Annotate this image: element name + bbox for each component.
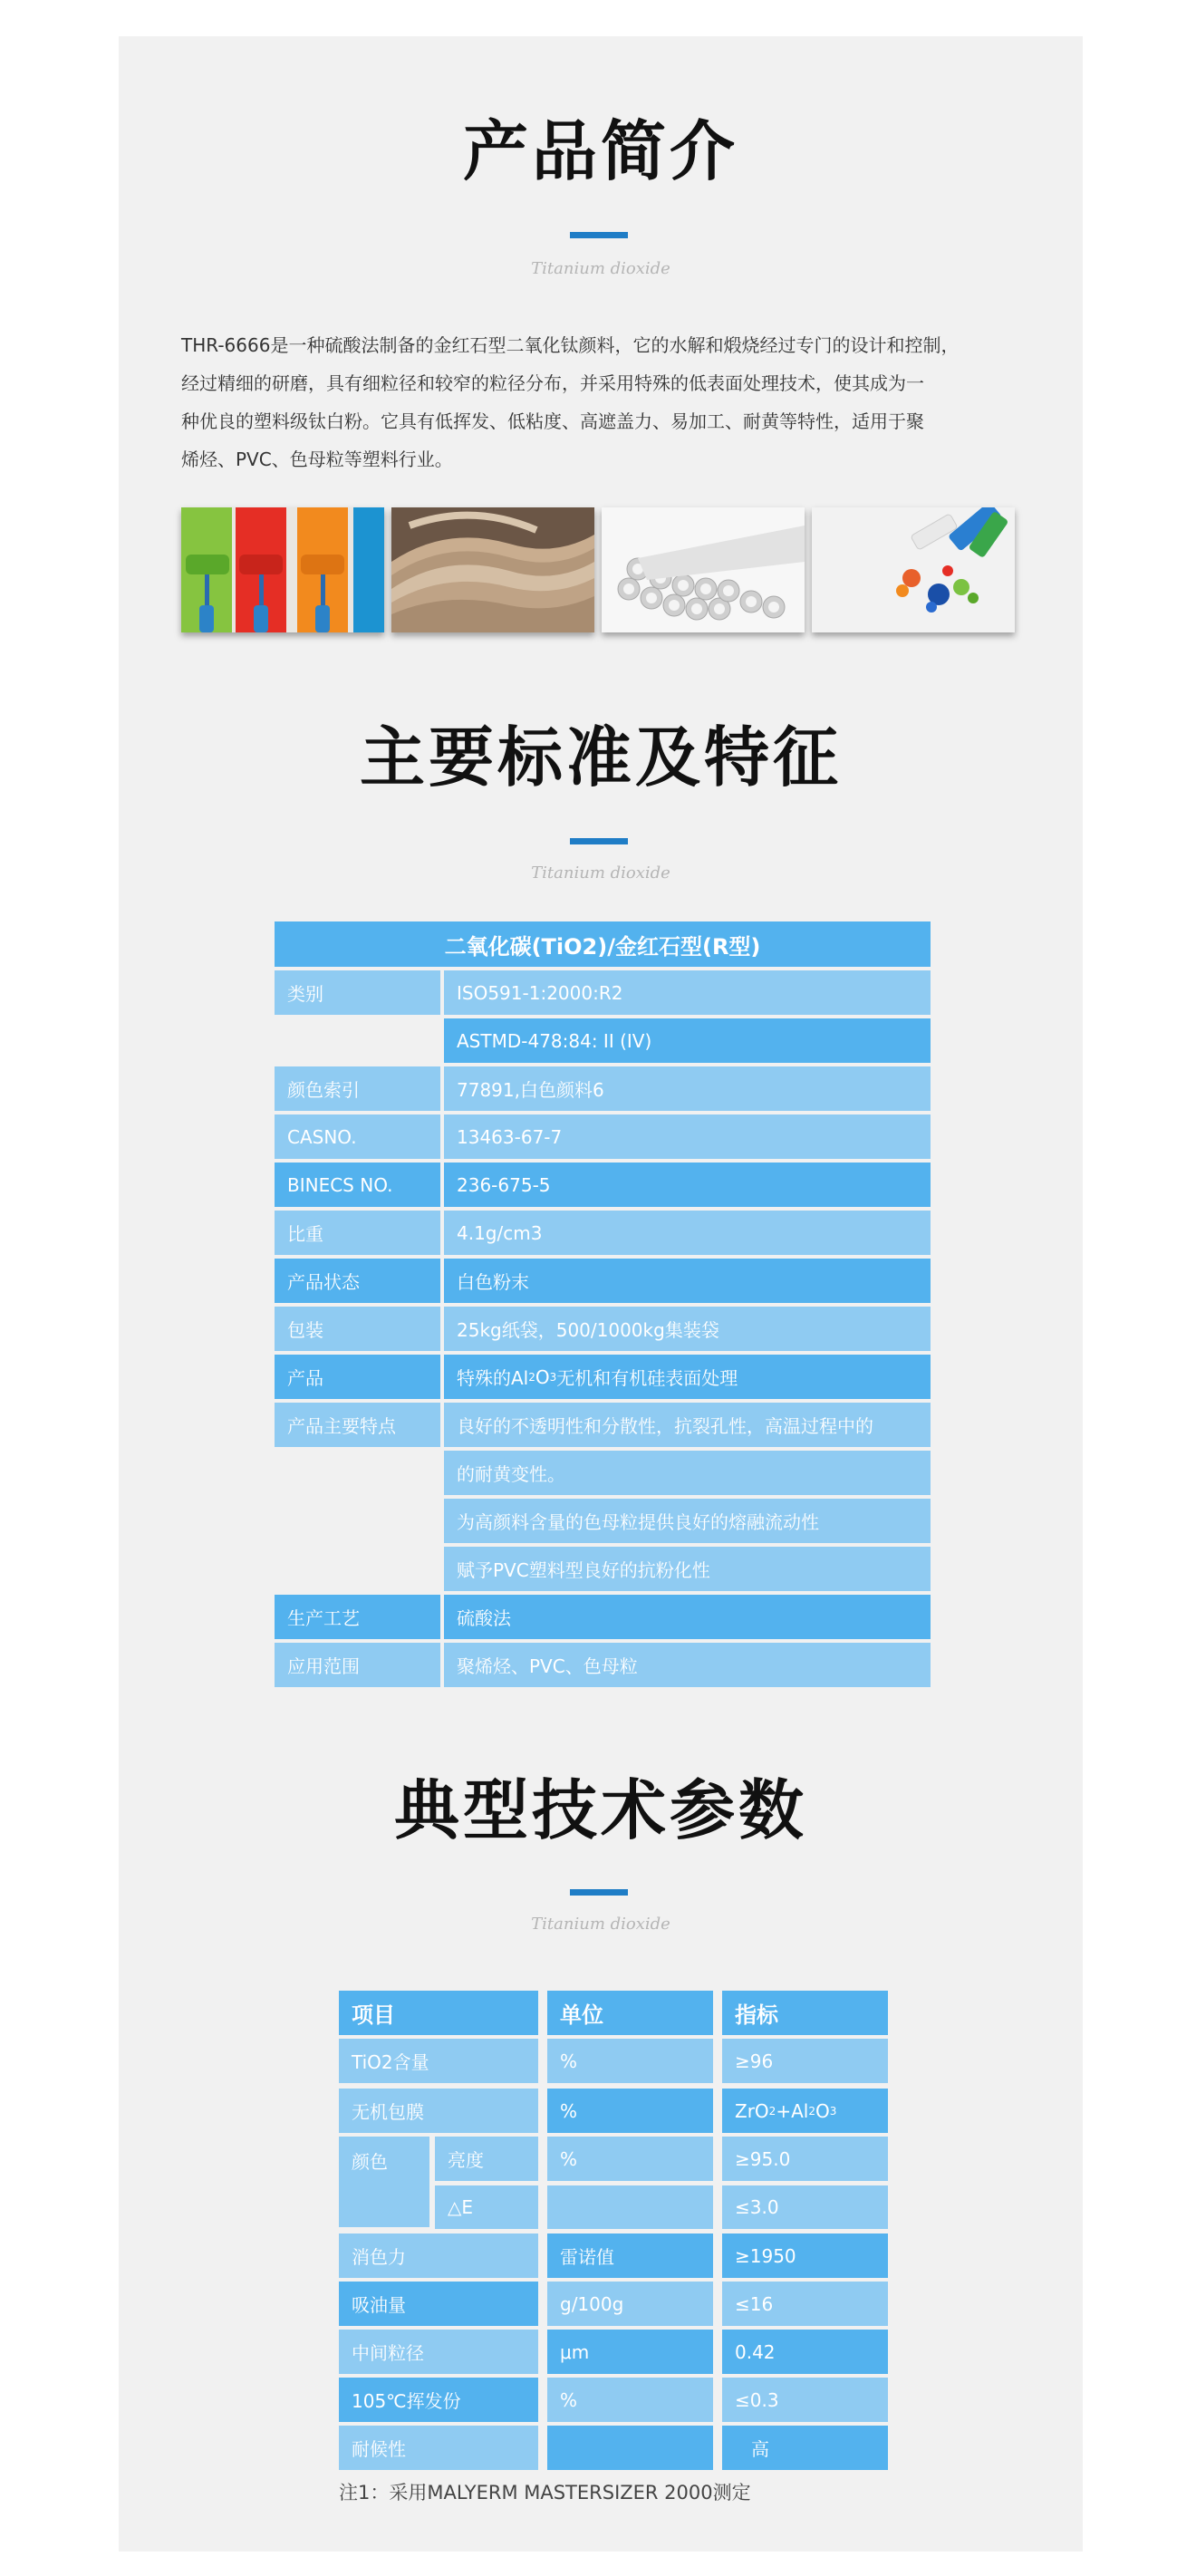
params-item: TiO2含量	[339, 2039, 538, 2083]
params-unit: μm	[547, 2330, 713, 2374]
value-text: O	[815, 2099, 830, 2122]
section-title-params: 典型技术参数	[393, 1772, 807, 1848]
value-text: 无机和有机硅表面处理	[556, 1367, 738, 1389]
params-item: 吸油量	[339, 2282, 538, 2326]
params-value: ≥1950	[722, 2233, 888, 2278]
params-footnote: 注1：采用MALYERM MASTERSIZER 2000测定	[339, 2482, 751, 2504]
params-item: 亮度	[435, 2137, 538, 2181]
params-value: ≥96	[722, 2039, 888, 2083]
standards-value: 236-675-5	[444, 1163, 931, 1207]
params-item: 消色力	[339, 2233, 538, 2278]
paint-tubes-photo	[812, 507, 1015, 632]
params-value: 高	[722, 2426, 888, 2470]
standards-value: 13463-67-7	[444, 1114, 931, 1159]
params-unit: %	[547, 2039, 713, 2083]
params-value: ZrO 2 +Al 2 O 3	[722, 2089, 888, 2133]
standards-label: 产品状态	[275, 1259, 440, 1303]
section-subtitle: Titanium dioxide	[531, 1915, 670, 1934]
section-divider	[570, 1889, 628, 1896]
standards-header: 二氧化碳(TiO2)/金红石型(R型)	[275, 921, 931, 967]
section-subtitle: Titanium dioxide	[531, 863, 670, 883]
standards-value: 77891,白色颜料6	[444, 1066, 931, 1111]
params-value: ≤16	[722, 2282, 888, 2326]
params-item: 中间粒径	[339, 2330, 538, 2374]
value-text: 特殊的Al	[457, 1367, 529, 1389]
params-group-color: 颜色	[339, 2137, 429, 2227]
section-divider	[570, 232, 628, 238]
standards-label: 生产工艺	[275, 1595, 440, 1639]
standards-label: 产品主要特点	[275, 1403, 440, 1447]
standards-value: 赋予PVC塑料型良好的抗粉化性	[444, 1547, 931, 1591]
params-unit: %	[547, 2089, 713, 2133]
standards-value: 的耐黄变性。	[444, 1451, 931, 1495]
standards-value: 25kg纸袋，500/1000kg集装袋	[444, 1307, 931, 1351]
standards-label: 包装	[275, 1307, 440, 1351]
standards-label: 应用范围	[275, 1643, 440, 1687]
section-subtitle: Titanium dioxide	[531, 259, 670, 278]
params-value: 0.42	[722, 2330, 888, 2374]
standards-value: 良好的不透明性和分散性，抗裂孔性，高温过程中的	[444, 1403, 931, 1447]
params-value: ≥95.0	[722, 2137, 888, 2181]
params-value: ≤0.3	[722, 2378, 888, 2422]
value-text: +Al	[776, 2099, 809, 2122]
intro-line: 烯烃、PVC、色母粒等塑料行业。	[181, 449, 453, 470]
params-item: 耐候性	[339, 2426, 538, 2470]
params-header-value: 指标	[722, 1991, 888, 2035]
standards-value: ASTMD-478:84: II (IV)	[444, 1018, 931, 1063]
params-unit	[547, 2185, 713, 2229]
params-value: ≤3.0	[722, 2185, 888, 2229]
standards-value: 特殊的Al 2 O 3 无机和有机硅表面处理	[444, 1355, 931, 1399]
intro-line: THR-6666是一种硫酸法制备的金红石型二氧化钛颜料，它的水解和煅烧经过专门的设计和控制，	[181, 334, 960, 356]
pvc-pipes-photo	[602, 507, 805, 632]
params-unit	[547, 2426, 713, 2470]
standards-label: BINECS NO.	[275, 1163, 440, 1207]
params-item: 无机包膜	[339, 2089, 538, 2133]
standards-value: 硫酸法	[444, 1595, 931, 1639]
standards-value: 为高颜料含量的色母粒提供良好的熔融流动性	[444, 1499, 931, 1543]
intro-line: 种优良的塑料级钛白粉。它具有低挥发、低粘度、高遮盖力、易加工、耐黄等特性，适用于聚	[181, 410, 924, 432]
params-unit: g/100g	[547, 2282, 713, 2326]
intro-paragraph	[181, 326, 1042, 478]
standards-value: 白色粉末	[444, 1259, 931, 1303]
intro-line: 经过精细的研磨，具有细粒径和较窄的粒径分布，并采用特殊的低表面处理技术，使其成为一	[181, 372, 924, 394]
paint-rollers-photo	[181, 507, 384, 632]
section-divider	[570, 838, 628, 844]
standards-label: CASNO.	[275, 1114, 440, 1159]
section-title-standards: 主要标准及特征	[359, 719, 842, 796]
params-header-item: 项目	[339, 1991, 538, 2035]
params-unit: %	[547, 2378, 713, 2422]
section-title-intro: 产品简介	[462, 113, 738, 189]
params-item: △E	[435, 2185, 538, 2229]
standards-value: 聚烯烃、PVC、色母粒	[444, 1643, 931, 1687]
params-header-unit: 单位	[547, 1991, 713, 2035]
paper-stack-photo	[391, 507, 594, 632]
standards-value: ISO591-1:2000:R2	[444, 970, 931, 1015]
value-text: ZrO	[735, 2099, 769, 2122]
value-text: O	[535, 1365, 550, 1388]
standards-label: 颜色索引	[275, 1066, 440, 1111]
params-unit: 雷诺值	[547, 2233, 713, 2278]
standards-label: 类别	[275, 970, 440, 1015]
params-item: 105℃挥发份	[339, 2378, 538, 2422]
standards-label: 比重	[275, 1211, 440, 1255]
standards-label: 产品	[275, 1355, 440, 1399]
params-unit: %	[547, 2137, 713, 2181]
standards-value: 4.1g/cm3	[444, 1211, 931, 1255]
